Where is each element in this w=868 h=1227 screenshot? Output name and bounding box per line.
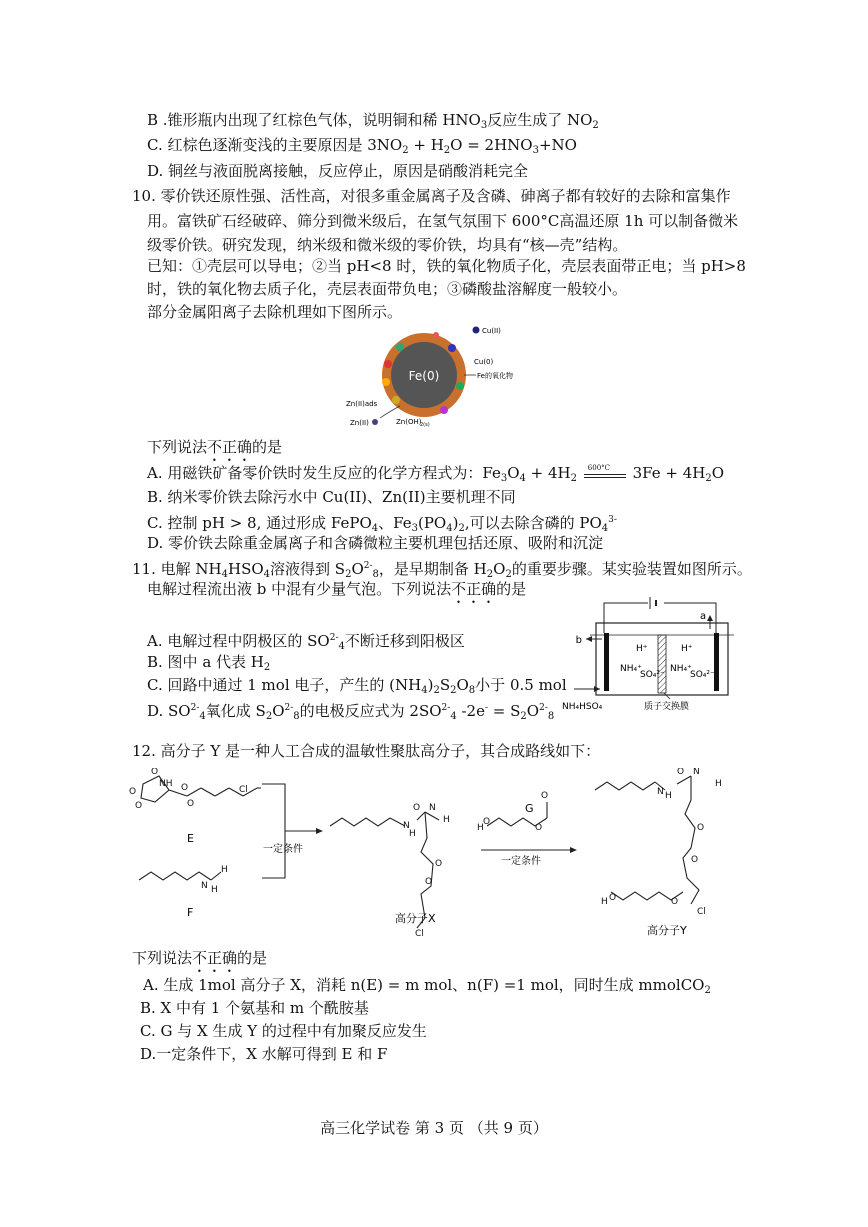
svg-text:O: O <box>535 823 543 833</box>
q10-stem-line1: 10. 零价铁还原性强、活性高，对很多重金属离子及含磷、砷离子都有较好的去除和富集作 <box>132 187 731 205</box>
svg-text:O: O <box>541 791 549 801</box>
svg-text:O: O <box>435 859 443 869</box>
q11-electrolysis-apparatus <box>560 595 760 720</box>
svg-text:SO₄²⁻: SO₄²⁻ <box>640 670 665 680</box>
q11-stem-line2: 电解过程流出液 b 中混有少量气泡。下列说法不正确的是 <box>147 580 527 598</box>
svg-text:H: H <box>409 829 416 839</box>
svg-text:O: O <box>609 893 617 903</box>
svg-text:O: O <box>413 803 421 813</box>
svg-text:NH: NH <box>159 779 173 789</box>
svg-text:H: H <box>601 897 608 907</box>
svg-text:H: H <box>665 791 672 801</box>
svg-text:Cu(0): Cu(0) <box>474 358 494 366</box>
svg-text:O: O <box>181 783 189 793</box>
svg-text:Zn(II)ads: Zn(II)ads <box>346 400 378 408</box>
q10-stem-line2: 用。富铁矿石经破碎、筛分到微米级后，在氢气氛围下 600°C高温还原 1h 可以制备微米 <box>147 212 739 230</box>
svg-text:H: H <box>221 865 228 875</box>
svg-text:Zn(II): Zn(II) <box>350 419 369 427</box>
svg-text:Cl: Cl <box>239 785 248 795</box>
svg-text:E: E <box>187 832 194 845</box>
svg-text:Fe(0): Fe(0) <box>408 369 440 383</box>
svg-text:N: N <box>403 821 410 831</box>
svg-text:Cl: Cl <box>415 929 424 939</box>
svg-text:H: H <box>477 823 484 833</box>
svg-text:N: N <box>657 787 664 797</box>
q10-stem-line3: 级零价铁。研究发现，纳米级和微米级的零价铁，均具有“核—壳”结构。 <box>147 236 628 254</box>
svg-text:O: O <box>187 799 195 809</box>
svg-text:SO₄²⁻: SO₄²⁻ <box>690 670 715 680</box>
svg-text:H⁺: H⁺ <box>681 644 693 654</box>
svg-text:O: O <box>697 823 705 833</box>
svg-text:a: a <box>700 611 707 622</box>
q10-option-c: C. 控制 pH > 8, 通过形成 FePO$_4$、$Fe_3(PO_4)_2$,可以去除含磷的 $PO_4^{3-}$ <box>147 514 617 534</box>
svg-text:O: O <box>691 855 699 865</box>
svg-text:O: O <box>151 768 159 777</box>
svg-text:Zn(OH): Zn(OH) <box>396 418 422 426</box>
q10-stem-line5: 时，铁的氧化物去质子化，壳层表面带负电；③磷酸盐溶解度一般较小。 <box>147 280 628 298</box>
reaction-condition-arrow: 600°C <box>582 467 628 481</box>
svg-text:高分子Y: 高分子Y <box>647 924 687 937</box>
svg-text:F: F <box>187 906 194 919</box>
q11-option-a: A. 电解过程中阴极区的 $SO^{2-}_4$不断迁移到阳极区 <box>147 632 465 652</box>
q12-option-d: D.一定条件下，X 水解可得到 E 和 F <box>140 1045 388 1063</box>
svg-text:N: N <box>201 881 208 891</box>
svg-text:NH₄⁺: NH₄⁺ <box>670 664 692 674</box>
q12-synthesis-route <box>125 768 745 940</box>
q10-core-shell-figure <box>340 318 540 433</box>
svg-text:高分子X: 高分子X <box>395 912 436 925</box>
svg-text:O: O <box>425 877 433 887</box>
q11-option-d: D. $SO^{2-}_4$氧化成 $S_2O^{2-}_8$的电极反应式为 $2SO^{2-}_4$ $-2e^- = S_2O^{2-}_8$ <box>147 702 555 722</box>
q9-option-d: D. 铜丝与液面脱离接触，反应停止，原因是硝酸消耗完全 <box>147 162 529 180</box>
svg-text:Cu(II): Cu(II) <box>482 327 501 335</box>
q10-question-prompt: 下列说法不正确的是 <box>147 438 283 456</box>
svg-text:H: H <box>443 815 450 825</box>
q12-stem: 12. 高分子 Y 是一种人工合成的温敏性聚肽高分子，其合成路线如下： <box>132 742 601 760</box>
svg-text:N: N <box>429 803 436 813</box>
svg-text:H⁺: H⁺ <box>636 644 648 654</box>
q10-option-a: A. 用磁铁矿备零价铁时发生反应的化学方程式为：$Fe_3O_4 + 4H_2$ 600°C $3Fe + 4H_2O$ <box>147 464 725 484</box>
svg-text:b: b <box>575 635 582 646</box>
svg-text:Fe的氧化物: Fe的氧化物 <box>477 372 513 380</box>
svg-text:NH₄⁺: NH₄⁺ <box>620 664 642 674</box>
q9-option-c: C. 红棕色逐渐变浅的主要原因是 $3NO_2 + H_2O = 2HNO_3+NO$ <box>147 136 577 156</box>
svg-text:O: O <box>671 897 679 907</box>
svg-text:O: O <box>135 801 143 811</box>
svg-text:O: O <box>677 768 685 777</box>
q12-question-prompt: 下列说法不正确的是 <box>132 949 268 967</box>
svg-text:质子交换膜: 质子交换膜 <box>644 702 690 712</box>
svg-text:O: O <box>483 817 491 827</box>
q10-stem-line6: 部分金属阳离子去除机理如下图所示。 <box>147 303 403 321</box>
svg-text:NH₄HSO₄: NH₄HSO₄ <box>562 702 603 712</box>
svg-text:Cl: Cl <box>697 907 706 917</box>
svg-text:H: H <box>211 885 218 895</box>
svg-text:G: G <box>525 802 534 815</box>
svg-text:一定条件: 一定条件 <box>501 856 541 867</box>
svg-text:一定条件: 一定条件 <box>263 844 303 855</box>
page-footer: 高三化学试卷 第 3 页 （共 9 页） <box>320 1119 548 1137</box>
q10-option-b: B. 纳米零价铁去除污水中 Cu(II)、Zn(II)主要机理不同 <box>147 488 516 506</box>
svg-text:H: H <box>715 779 722 789</box>
svg-text:O: O <box>129 787 137 797</box>
svg-text:2(s): 2(s) <box>420 422 430 428</box>
q12-option-b: B. X 中有 1 个氨基和 m 个酰胺基 <box>140 999 369 1017</box>
q10-stem-line4: 已知：①壳层可以导电；②当 pH<8 时，铁的氧化物质子化，壳层表面带正电；当 pH>8 <box>147 257 746 275</box>
svg-text:N: N <box>693 768 700 777</box>
q11-option-b: B. 图中 a 代表 $H_2$ <box>147 653 271 673</box>
q12-option-a: A. 生成 1mol 高分子 X，消耗 n(E) = m mol、n(F) =1 mol，同时生成 mmolCO$_2$ <box>143 976 711 996</box>
q10-option-d: D. 零价铁去除重金属离子和含磷微粒主要机理包括还原、吸附和沉淀 <box>147 534 604 552</box>
q9-option-b: B .锥形瓶内出现了红棕色气体，说明铜和稀 $HNO_3$反应生成了 $NO_2$ <box>147 111 599 131</box>
q11-option-c: C. 回路中通过 1 mol 电子，产生的 $(NH_4)_2S_2O_8$小于 0.5 mol <box>147 676 567 696</box>
q12-option-c: C. G 与 X 生成 Y 的过程中有加聚反应发生 <box>140 1022 427 1040</box>
q11-stem-line1: 11. 电解 $NH_4HSO_4$溶液得到 $S_2O^{2-}_8$，是早期制备 $H_2O_2$的重要步骤。某实验装置如图所示。 <box>132 560 752 580</box>
